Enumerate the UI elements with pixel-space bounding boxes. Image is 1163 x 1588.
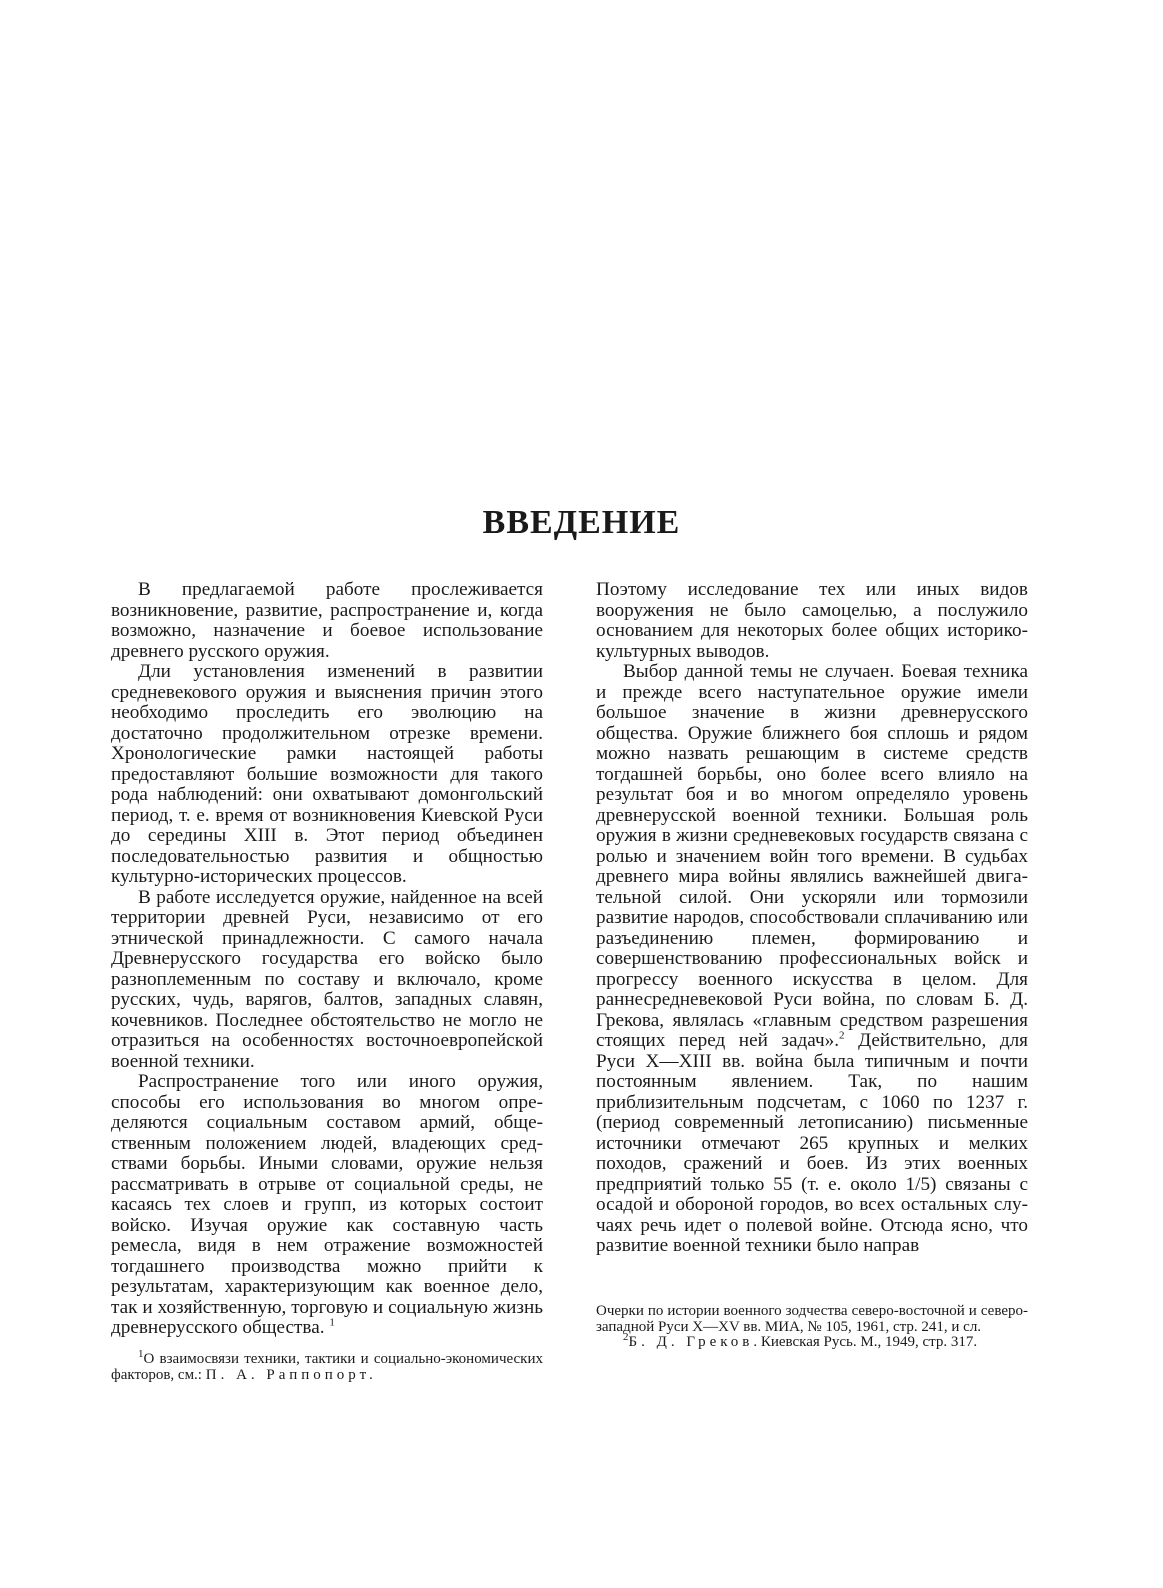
paragraph: Поэтому исследование тех или иных видов вооружения не было самоцелью, а послужило основанием для некоторых более общих историко-культурных выводов.	[596, 579, 1028, 662]
paragraph-text: Распространение того или иного оружия, способы его использования во многом определяются социальным составом армий, общественным положением людей, владеющих средствами борьбы. Иными словами, оружие нельзя рассматривать в отрыве от социальной среды, не касаясь тех слоев и групп, из которых состоит войско. Изучая оружие как составную часть ремесла, видя в нем отражение возможностей тогдашнего производства можно прийти к результатам, характеризующим как военное дело, так и хозяйственную, торговую и социальную жизнь древнерусского общества.	[111, 1071, 543, 1338]
footnote-number: 2	[623, 1331, 629, 1343]
footnote	[596, 1331, 1028, 1351]
page-title: ВВЕДЕНИЕ	[482, 504, 681, 541]
paragraph-text: Выбор данной темы не случаен. Боевая техника и прежде всего наступательное оружие имели большое значение в жизни древнерусского общества. Оружие ближнего боя сплошь и рядом можно назвать решающим в системе средств тогдашней борьбы, оно более всего влияло на результат боя и во многом определяло уровень древнерусской военной техники. Большая роль оружия в жизни средневековых государств связана с ролью и значением войн того времени. В судьбах древнего мира войны являлись важнейшей двигательной силой. Они ускоряли или тормозили развитие народов, способствовали сплачиванию или разъединению племен, формированию и совершенствованию профессиональных войск и прогрессу военного искусства в целом. Для раннесредневековой Руси война, по словам Б. Д. Грекова, являлась «главным средством разрешения стоящих перед ней задач».	[596, 661, 1028, 1051]
paragraph	[111, 1072, 543, 1339]
footnote-author: Б. Д. Греков	[628, 1334, 754, 1350]
paragraph-text: Действительно, для Руси X—XIII вв. война была типичным и почти постоянным явлением. Так, по нашим приблизительным подсчетам, с 1060 по 1237 г. (период современный летописанию) письменные источники отмечают 265 крупных и мелких походов, сражений и боев. Из этих военных предприятий только 55 (т. е. около 1/5) связаны с осадой и обороной городов, во всех остальных случаях речь идет о полевой войне. Отсюда ясно, что развитие военной техники было направ	[596, 1030, 1028, 1256]
footnote-author: П. А. Раппопорт.	[205, 1366, 377, 1383]
footnote-number: 1	[138, 1348, 144, 1360]
footnote-text: . Киевская Русь. М., 1949, стр. 317.	[753, 1334, 978, 1350]
right-text-column	[596, 580, 1028, 1257]
paragraph: В работе исследуется оружие, найденное на всей территории древней Руси, независимо от его этнической принадлежности. С самого начала Древнерусского государства его войско было разноплеменным по составу и включало, кроме русских, чудь, варягов, балтов, западных славян, кочевников. Последнее обстоятельство не могло не отразиться на особенностях восточноевропейской военной техники.	[111, 886, 543, 1072]
footnote	[111, 1348, 543, 1383]
footnote-ref[interactable]: 1	[329, 1316, 335, 1329]
footnote-ref[interactable]: 2	[839, 1029, 845, 1042]
left-text-column	[111, 580, 543, 1339]
footnotes-left	[111, 1348, 543, 1383]
footnotes-right	[596, 1304, 1028, 1351]
paragraph	[596, 662, 1028, 1257]
paragraph: В предлагаемой работе прослеживается возникновение, развитие, распространение и, когда возможно, назначение и боевое использование древнего русского оружия.	[111, 579, 543, 662]
footnote-text: О взаимосвязи техники, тактики и социально-экономических факторов, см.:	[111, 1351, 543, 1383]
footnote: Очерки по истории военного зодчества северо-восточной и северо-западной Руси X—XV вв. МИА, № 105, 1961, стр. 241, и сл.	[596, 1303, 1028, 1335]
paragraph: Дли установления изменений в развитии средневекового оружия и выяснения причин этого необходимо проследить его эволюцию на достаточно продолжительном отрезке времени. Хронологические рамки настоящей работы предоставляют большие возможности для такого рода наблюдений: они охватывают домонгольский период, т. е. время от возникновения Киевской Руси до середины XIII в. Этот период объединен последовательностью развития и общностью культурно-исторических процессов.	[111, 661, 543, 887]
